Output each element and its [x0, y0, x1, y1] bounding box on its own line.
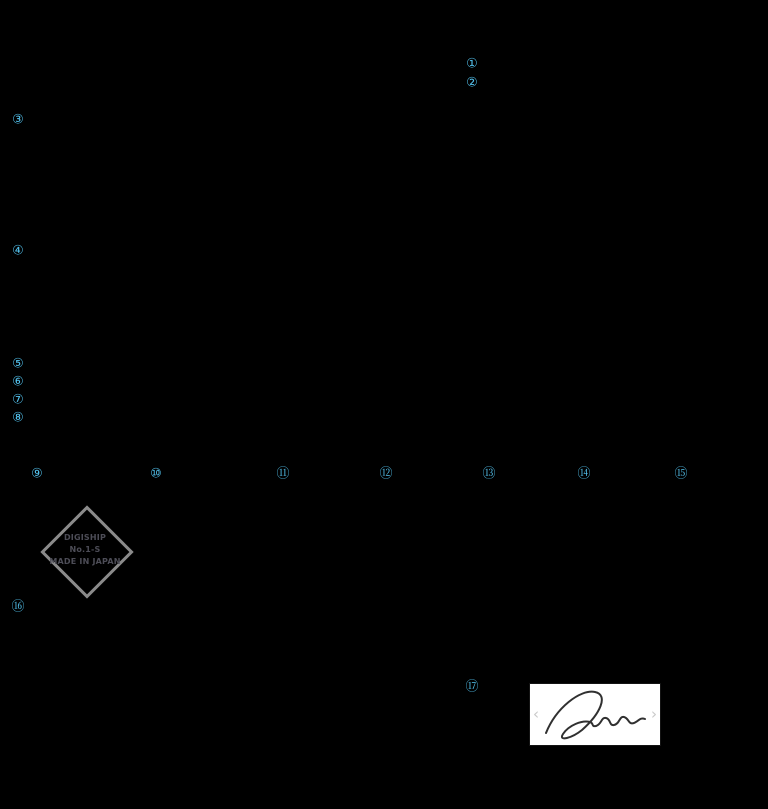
circled-number-marker: ③ — [12, 112, 24, 128]
circled-number-marker: ⑩ — [150, 466, 162, 482]
circled-number-marker: ⑪ — [276, 466, 290, 482]
circled-number-marker: ⑨ — [31, 466, 43, 482]
circled-number-marker: ⑬ — [482, 466, 496, 482]
circled-number-marker: ④ — [12, 243, 24, 259]
circled-number-marker: ⑥ — [12, 374, 24, 390]
circled-number-marker: ⑰ — [465, 679, 479, 695]
circled-number-marker: ② — [466, 75, 478, 91]
signature-image-tile[interactable] — [530, 684, 660, 745]
circled-number-marker: ⑦ — [12, 392, 24, 408]
stamp-line-model: No.1-S — [69, 545, 101, 554]
diamond-stamp-text — [49, 532, 120, 568]
circled-number-marker: ⑧ — [12, 410, 24, 426]
circled-number-marker: ⑮ — [674, 466, 688, 482]
circled-number-marker: ⑤ — [12, 356, 24, 372]
stamp-line-brand: DIGISHIP — [63, 533, 107, 542]
signature-image — [530, 684, 660, 745]
stamp-line-origin: MADE IN JAPAN — [49, 557, 121, 566]
carousel-next-icon[interactable]: › — [651, 704, 657, 723]
carousel-prev-icon[interactable]: ‹ — [533, 704, 539, 723]
circled-number-marker: ① — [466, 56, 478, 72]
circled-number-marker: ⑯ — [11, 599, 25, 615]
circled-number-marker: ⑫ — [379, 466, 393, 482]
circled-number-marker: ⑭ — [577, 466, 591, 482]
